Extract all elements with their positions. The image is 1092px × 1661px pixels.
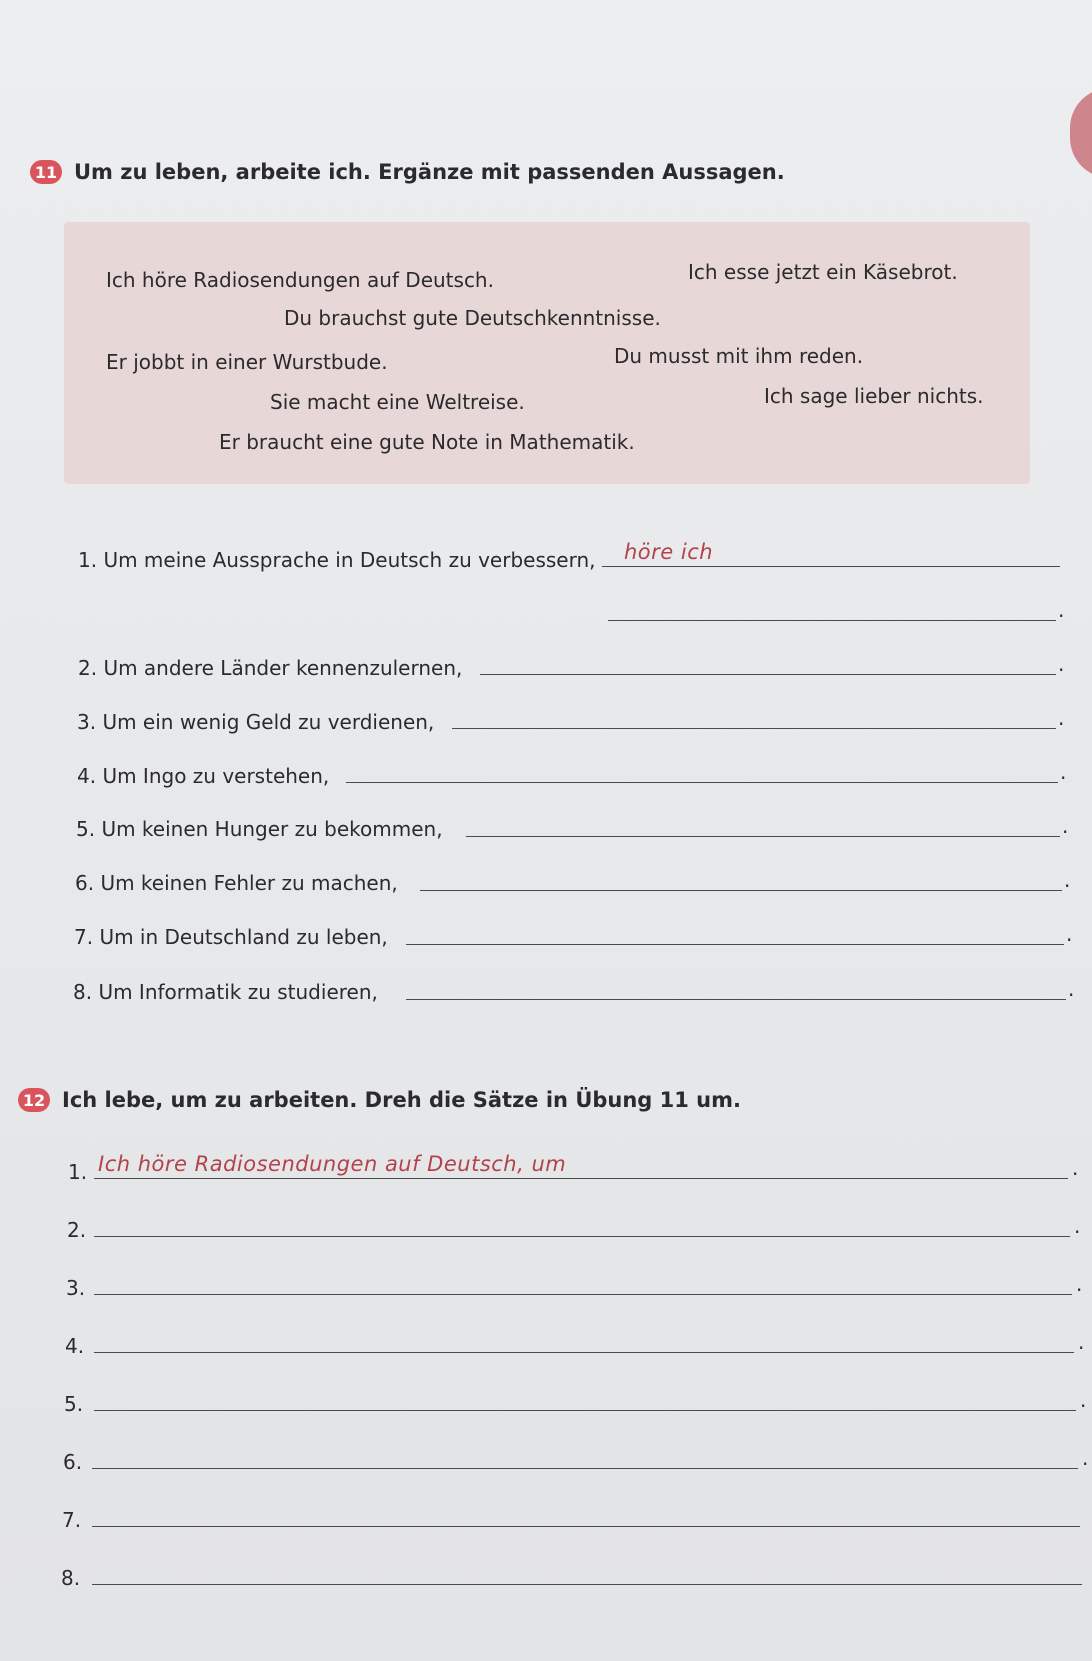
ex11-item-1-line[interactable]: [602, 566, 1060, 567]
phrase-6: Sie macht eine Weltreise.: [270, 390, 525, 414]
phrase-box: [64, 222, 1030, 484]
phrase-3: Du brauchst gute Deutschkenntnisse.: [284, 306, 661, 330]
ex12-item-6-label: 6.: [63, 1450, 83, 1474]
ex12-item-3-period: .: [1076, 1272, 1083, 1296]
ex11-item-2-label: 2. Um andere Länder kennenzulernen,: [78, 656, 463, 680]
phrase-2: Ich esse jetzt ein Käsebrot.: [688, 260, 958, 284]
ex11-item-1-label: 1. Um meine Aussprache in Deutsch zu verbessern,: [78, 548, 596, 572]
ex11-item-4-label: 4. Um Ingo zu verstehen,: [77, 764, 330, 788]
ex11-item-7-period: .: [1066, 922, 1073, 946]
ex12-item-2-line[interactable]: [94, 1236, 1070, 1237]
ex11-item-3-period: .: [1058, 706, 1065, 730]
ex11-item-5-label: 5. Um keinen Hunger zu bekommen,: [76, 817, 443, 841]
ex11-item-6-period: .: [1064, 868, 1071, 892]
ex11-item-6-line[interactable]: [420, 890, 1062, 891]
ex11-item-4-line[interactable]: [346, 782, 1058, 783]
ex11-item-1-line-2[interactable]: [608, 620, 1056, 621]
ex12-item-2-label: 2.: [67, 1218, 87, 1242]
ex11-item-3-label: 3. Um ein wenig Geld zu verdienen,: [77, 710, 435, 734]
ex11-item-8-line[interactable]: [406, 999, 1066, 1000]
ex12-item-5-period: .: [1080, 1388, 1087, 1412]
exercise-11-header: [30, 160, 785, 184]
ex11-item-7-label: 7. Um in Deutschland zu leben,: [74, 925, 388, 949]
phrase-8: Er braucht eine gute Note in Mathematik.: [219, 430, 635, 454]
exercise-12-title: Ich lebe, um zu arbeiten. Dreh die Sätze in Übung 11 um.: [62, 1088, 741, 1112]
ex11-item-8-label: 8. Um Informatik zu studieren,: [73, 980, 378, 1004]
ex12-item-2-period: .: [1074, 1214, 1081, 1238]
phrase-4: Er jobbt in einer Wurstbude.: [106, 350, 388, 374]
ex12-item-7-label: 7.: [62, 1508, 82, 1532]
ex12-item-5-line[interactable]: [94, 1410, 1076, 1411]
ex11-item-3-line[interactable]: [452, 728, 1056, 729]
exercise-12-number: 12: [18, 1088, 50, 1112]
ex11-item-5-period: .: [1062, 814, 1069, 838]
ex12-item-6-period: .: [1082, 1446, 1089, 1470]
exercise-12-header: [18, 1088, 741, 1112]
ex12-item-6-line[interactable]: [92, 1468, 1078, 1469]
ex11-item-2-period: .: [1058, 652, 1065, 676]
ex12-item-1-answer: Ich höre Radiosendungen auf Deutsch, um: [98, 1152, 567, 1176]
ex11-item-1-answer: höre ich: [624, 540, 714, 564]
ex11-item-4-period: .: [1060, 760, 1067, 784]
ex11-item-2-line[interactable]: [480, 674, 1056, 675]
ex12-item-1-label: 1.: [68, 1160, 88, 1184]
phrase-1: Ich höre Radiosendungen auf Deutsch.: [106, 268, 494, 292]
ex11-item-5-line[interactable]: [466, 836, 1060, 837]
ex11-item-8-period: .: [1068, 977, 1075, 1001]
ex12-item-3-label: 3.: [66, 1276, 86, 1300]
ex12-item-5-label: 5.: [64, 1392, 84, 1416]
ex12-item-4-label: 4.: [65, 1334, 85, 1358]
exercise-11-title: Um zu leben, arbeite ich. Ergänze mit passenden Aussagen.: [74, 160, 785, 184]
ex12-item-1-period: .: [1072, 1156, 1079, 1180]
ex11-item-1-period: .: [1058, 598, 1065, 622]
ex12-item-4-period: .: [1078, 1330, 1085, 1354]
ex11-item-7-line[interactable]: [406, 944, 1064, 945]
ex12-item-1-line[interactable]: [94, 1178, 1068, 1179]
exercise-11-number: 11: [30, 160, 62, 184]
phrase-5: Du musst mit ihm reden.: [614, 344, 864, 368]
phrase-7: Ich sage lieber nichts.: [764, 384, 984, 408]
ex11-item-6-label: 6. Um keinen Fehler zu machen,: [75, 871, 398, 895]
page-edge-tab: [1070, 88, 1092, 178]
ex12-item-3-line[interactable]: [94, 1294, 1072, 1295]
ex12-item-8-label: 8.: [61, 1566, 81, 1590]
ex12-item-8-line[interactable]: [92, 1584, 1082, 1585]
ex12-item-4-line[interactable]: [94, 1352, 1074, 1353]
ex12-item-7-line[interactable]: [92, 1526, 1080, 1527]
